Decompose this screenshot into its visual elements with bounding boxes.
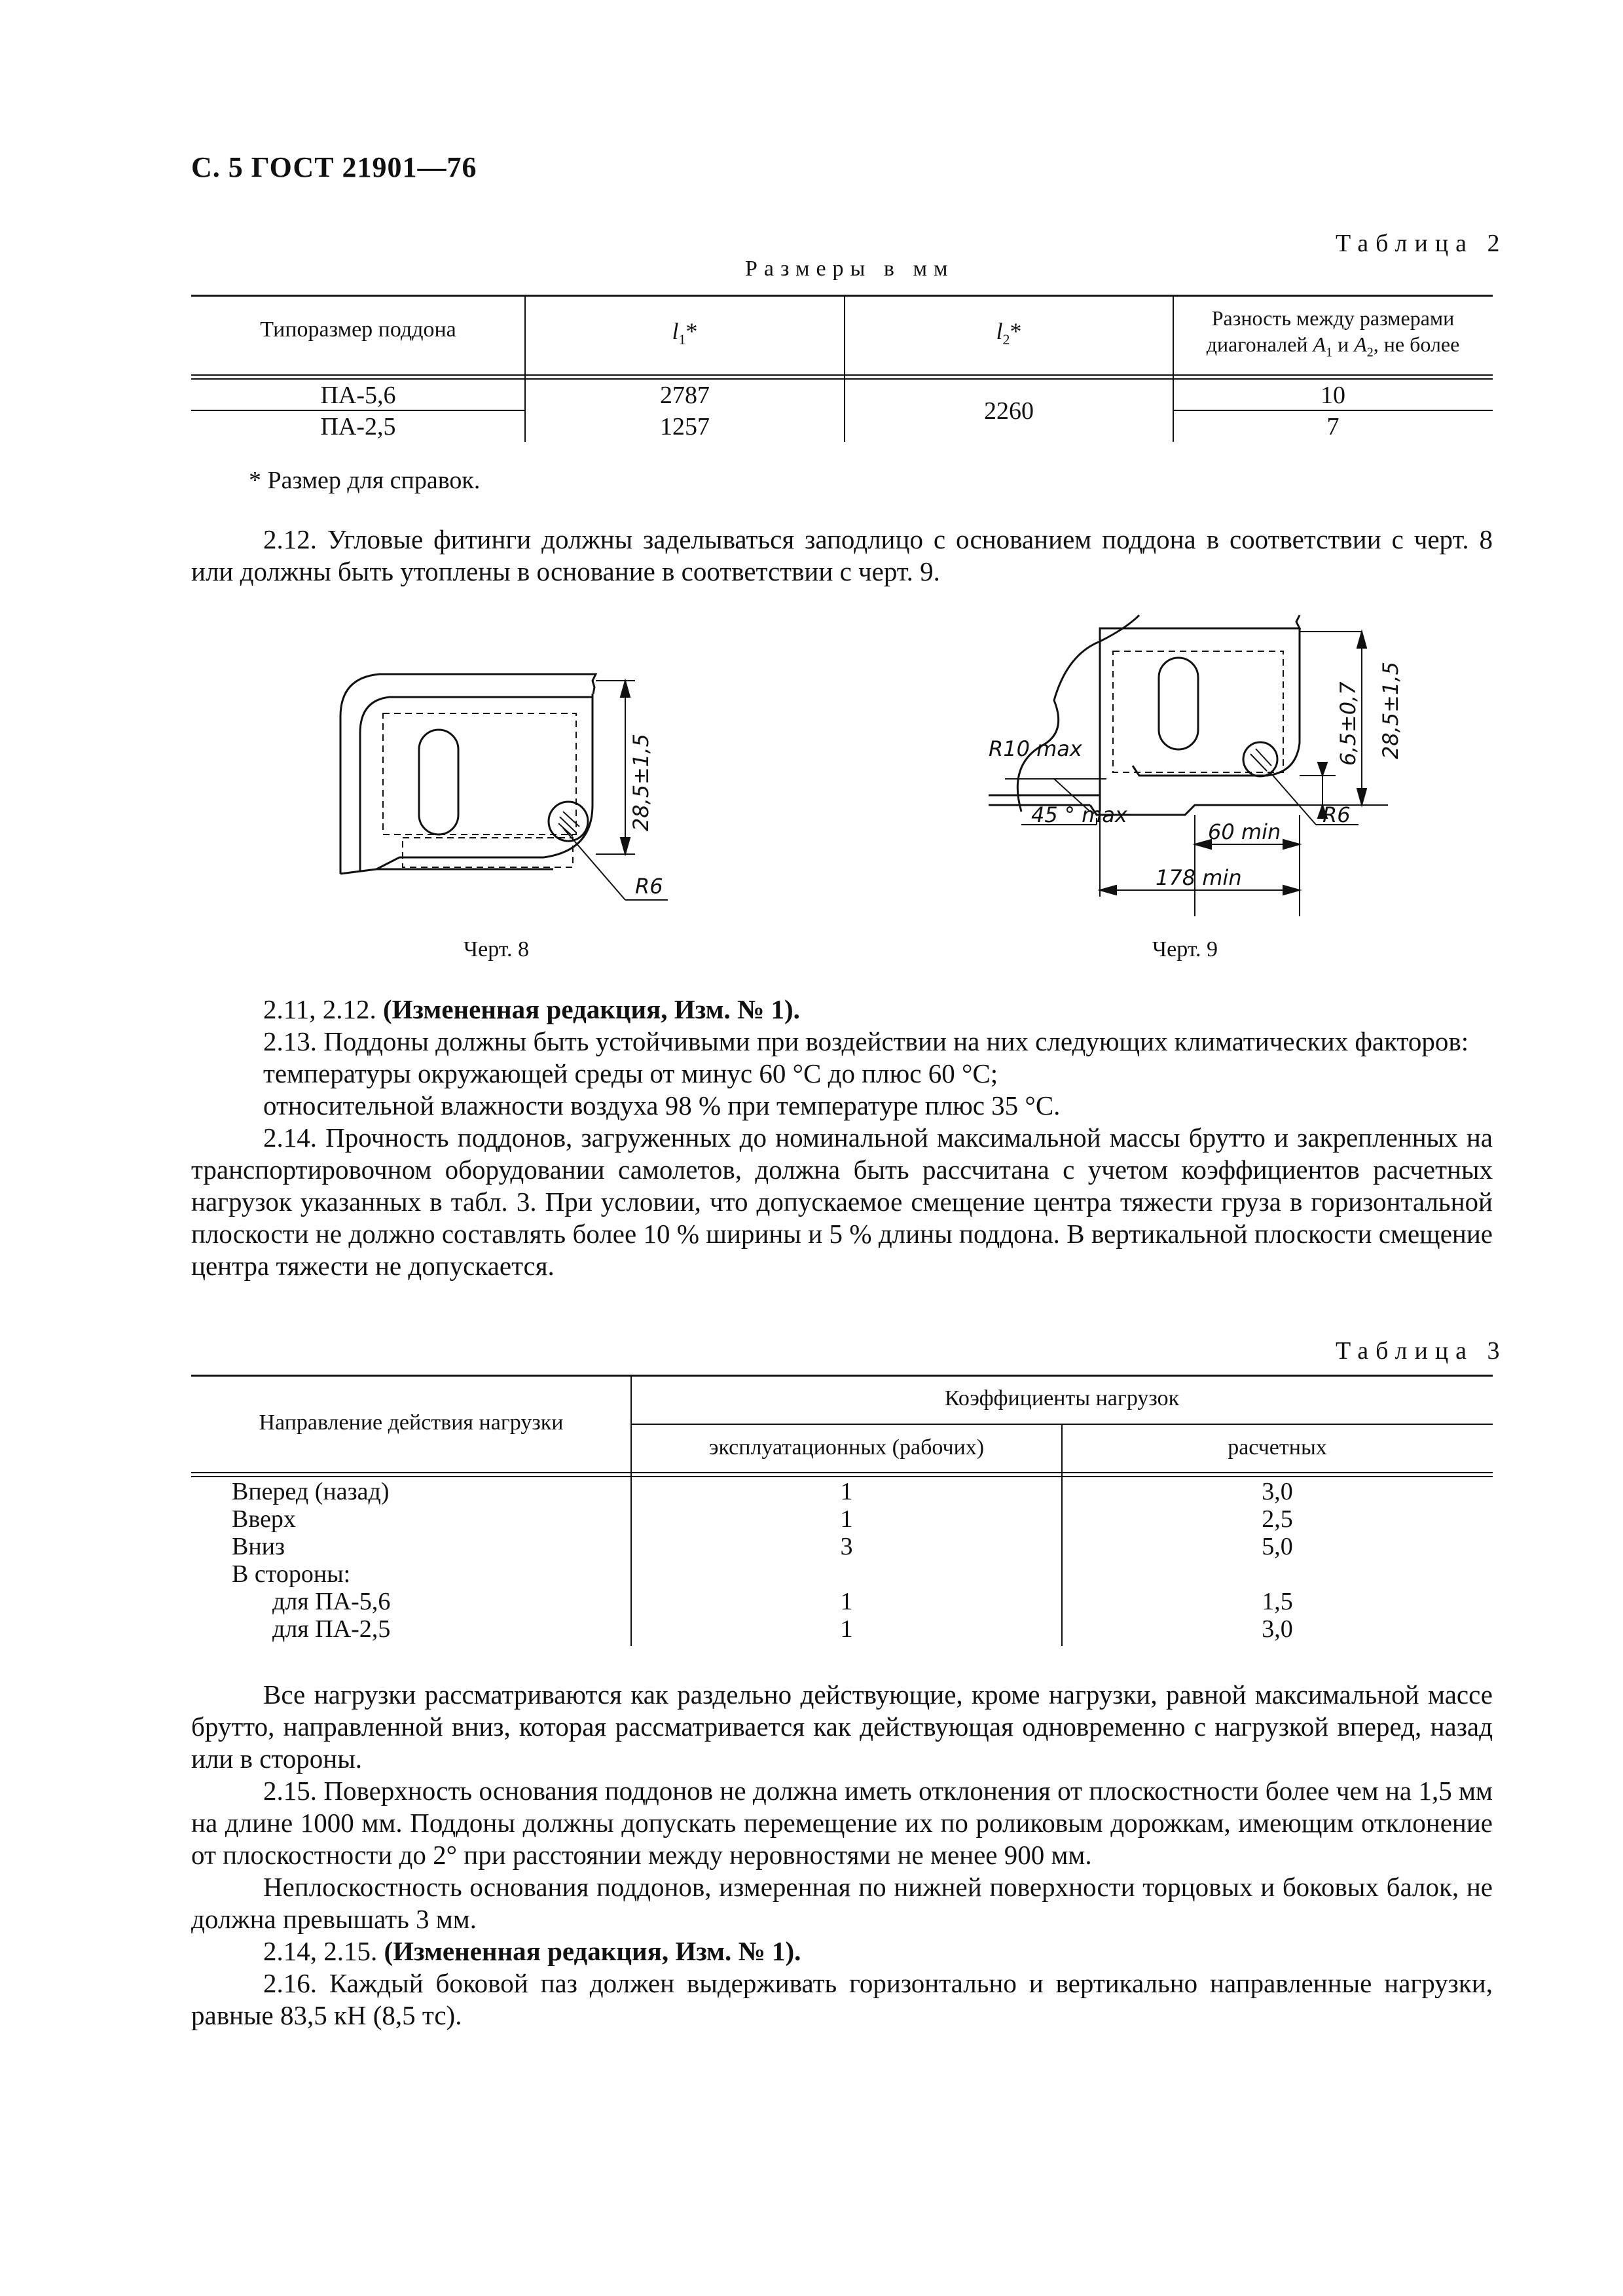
- t2-header-size: Типоразмер поддона: [260, 317, 456, 342]
- p-flatness: Неплоскостность основания поддонов, измеренная по нижней поверхности торцовых и боковых балок, не должна превышать 3 мм.: [191, 1872, 1493, 1934]
- t3-dir-col: [232, 1478, 390, 1643]
- t2-diff-A1: A: [1313, 332, 1326, 356]
- t3-exp-col: [631, 1478, 1062, 1643]
- fig8-radius-label: R6: [635, 874, 663, 899]
- section-2-13-2-14: [191, 994, 1493, 1282]
- t3-calc-col: [1062, 1478, 1493, 1643]
- t2-l1-sub: 1: [678, 331, 686, 348]
- fig9-178min-label: 178 min: [1156, 865, 1242, 890]
- table3-caption: Таблица 3: [1336, 1337, 1507, 1365]
- page-header: С. 5 ГОСТ 21901—76: [191, 151, 477, 183]
- t3-row-exp: 1: [840, 1505, 853, 1533]
- table2-caption: Таблица 2: [1336, 230, 1507, 257]
- t2-l1-star: *: [685, 318, 698, 344]
- t3-row-exp: 1: [840, 1478, 853, 1505]
- fig9-r6-label: R6: [1322, 802, 1351, 827]
- fig8-caption: Черт. 8: [464, 937, 530, 961]
- edit-note-1: [191, 994, 1493, 1026]
- t2-header-diff: [1173, 305, 1493, 365]
- section-2-15-2-16: [191, 1679, 1493, 2032]
- t2-row1-size: ПА-5,6: [320, 382, 396, 409]
- edit-note-2: [191, 1935, 1493, 1967]
- p-2-16: 2.16. Каждый боковой паз должен выдерживать горизонтально и вертикально направленные нагрузки, равные 83,5 кН (8,5 тс).: [191, 1968, 1493, 2030]
- t2-row2-size: ПА-2,5: [320, 413, 396, 440]
- fig9-285-label: 28,5±1,5: [1378, 662, 1403, 759]
- fig9-65-label: 6,5±0,7: [1336, 681, 1360, 766]
- edit-note-2-bold: (Измененная редакция, Изм. № 1).: [384, 1936, 801, 1966]
- p-humidity: относительной влажности воздуха 98 % при температуре плюс 35 °С.: [263, 1090, 1061, 1121]
- table2-units: Размеры в мм: [745, 257, 955, 281]
- t2-diff-text: диагоналей: [1206, 332, 1313, 356]
- t2-footnote: * Размер для справок.: [249, 467, 481, 494]
- figure-9-drawing: [969, 602, 1440, 923]
- t2-l2-sub: 2: [1002, 331, 1010, 348]
- edit-note-1-bold: (Измененная редакция, Изм. № 1).: [382, 994, 800, 1024]
- t3-row-calc: 3,0: [1262, 1615, 1293, 1643]
- edit-note-1-prefix: 2.11, 2.12.: [263, 994, 383, 1024]
- fig9-r10-label: R10 max: [989, 736, 1082, 761]
- p-2-14: 2.14. Прочность поддонов, загруженных до номинальной максимальной массы брутто и закрепленных на транспортировочном оборудовании самолетов, должна быть рассчитана с учетом коэффициентов расчетных нагрузок указанных в табл. 3. При условии, что допускаемое смещение центра тяжести груза в горизонтальной плоскости не должно составлять более 10 % ширины и 5 % длины поддона. В вертикальной плоскости смещение центра тяжести не допускается.: [191, 1122, 1493, 1281]
- t2-diff-and: и: [1332, 332, 1355, 356]
- t2-row2-l1: 1257: [660, 413, 710, 440]
- t2-l2-star: *: [1010, 318, 1022, 344]
- p-temperature: температуры окружающей среды от минус 60 °С до плюс 60 °С;: [263, 1058, 998, 1088]
- t3-row-calc: [1062, 1560, 1493, 1588]
- t3-header-coef: Коэффициенты нагрузок: [944, 1386, 1180, 1410]
- t2-row1-l1: 2787: [660, 382, 710, 409]
- t2-header-l1: [525, 317, 845, 348]
- t3-row-dir: Вверх: [232, 1505, 296, 1533]
- t2-l1-sym: l: [672, 318, 679, 344]
- t3-row-dir: для ПА-2,5: [272, 1615, 391, 1643]
- p-2-12: 2.12. Угловые фитинги должны заделываться заподлицо с основанием поддона в соответствии с черт. 8 или должны быть утоплены в основание в соответствии с черт. 9.: [191, 524, 1493, 586]
- p-2-15: 2.15. Поверхность основания поддонов не должна иметь отклонения от плоскостности более чем на 1,5 мм на длине 1000 мм. Поддоны должны допускать перемещение их по роликовым дорожкам, имеющим отклонение от плоскостности до 2° при расстоянии между неровностями не менее 900 мм.: [191, 1776, 1493, 1870]
- fig9-caption: Черт. 9: [1152, 937, 1218, 961]
- p-loads: Все нагрузки рассматриваются как раздельно действующие, кроме нагрузки, равной максимальной массе брутто, направленной вниз, которая рассматривается как действующая одновременно с нагрузкой вперед, назад или в стороны.: [191, 1679, 1493, 1774]
- t2-header-l2: [845, 317, 1173, 348]
- t3-row-exp: 3: [840, 1533, 853, 1560]
- fig9-angle-label: 45 ° max: [1031, 802, 1127, 827]
- t2-l2-merged: 2260: [984, 397, 1034, 425]
- t3-header-exp: эксплуатационных (рабочих): [708, 1435, 985, 1460]
- table3: [191, 1374, 1493, 1649]
- t2-diff-A2: A: [1354, 332, 1367, 356]
- t3-row-dir: Вперед (назад): [232, 1478, 390, 1505]
- section-2-12: [191, 524, 1493, 588]
- t3-row-calc: 3,0: [1262, 1478, 1293, 1505]
- t3-row-dir: В стороны:: [232, 1560, 351, 1588]
- t2-diff-line1: Разность между размерами: [1211, 306, 1455, 330]
- t2-diff-line2: [1173, 331, 1493, 365]
- t2-diff-A1-sub: 1: [1326, 345, 1333, 360]
- fig8-dim-label: 28,5±1,5: [629, 734, 653, 831]
- t2-diff-tail: , не более: [1373, 332, 1460, 356]
- t3-row-exp: 1: [840, 1615, 853, 1643]
- t3-row-exp: 1: [840, 1588, 853, 1615]
- fig9-60min-label: 60 min: [1208, 819, 1281, 844]
- t3-row-calc: 5,0: [1262, 1533, 1293, 1560]
- t2-row2-diff: 7: [1326, 413, 1340, 440]
- t3-row-dir: Вниз: [232, 1533, 285, 1560]
- t2-diff-A2-sub: 2: [1366, 345, 1374, 360]
- edit-note-2-prefix: 2.14, 2.15.: [263, 1936, 384, 1966]
- table2: [191, 295, 1493, 445]
- t3-row-exp: [631, 1560, 1062, 1588]
- t2-l2-sym: l: [996, 318, 1003, 344]
- t3-header-calc: расчетных: [1228, 1435, 1327, 1460]
- t3-row-dir: для ПА-5,6: [272, 1588, 391, 1615]
- t3-row-calc: 1,5: [1262, 1588, 1293, 1615]
- t3-header-direction: Направление действия нагрузки: [259, 1410, 564, 1435]
- p-2-13: 2.13. Поддоны должны быть устойчивыми при воздействии на них следующих климатических факторов:: [263, 1026, 1469, 1056]
- t3-row-calc: 2,5: [1262, 1505, 1293, 1533]
- figure-8-drawing: [327, 661, 694, 923]
- t2-row1-diff: 10: [1321, 382, 1345, 409]
